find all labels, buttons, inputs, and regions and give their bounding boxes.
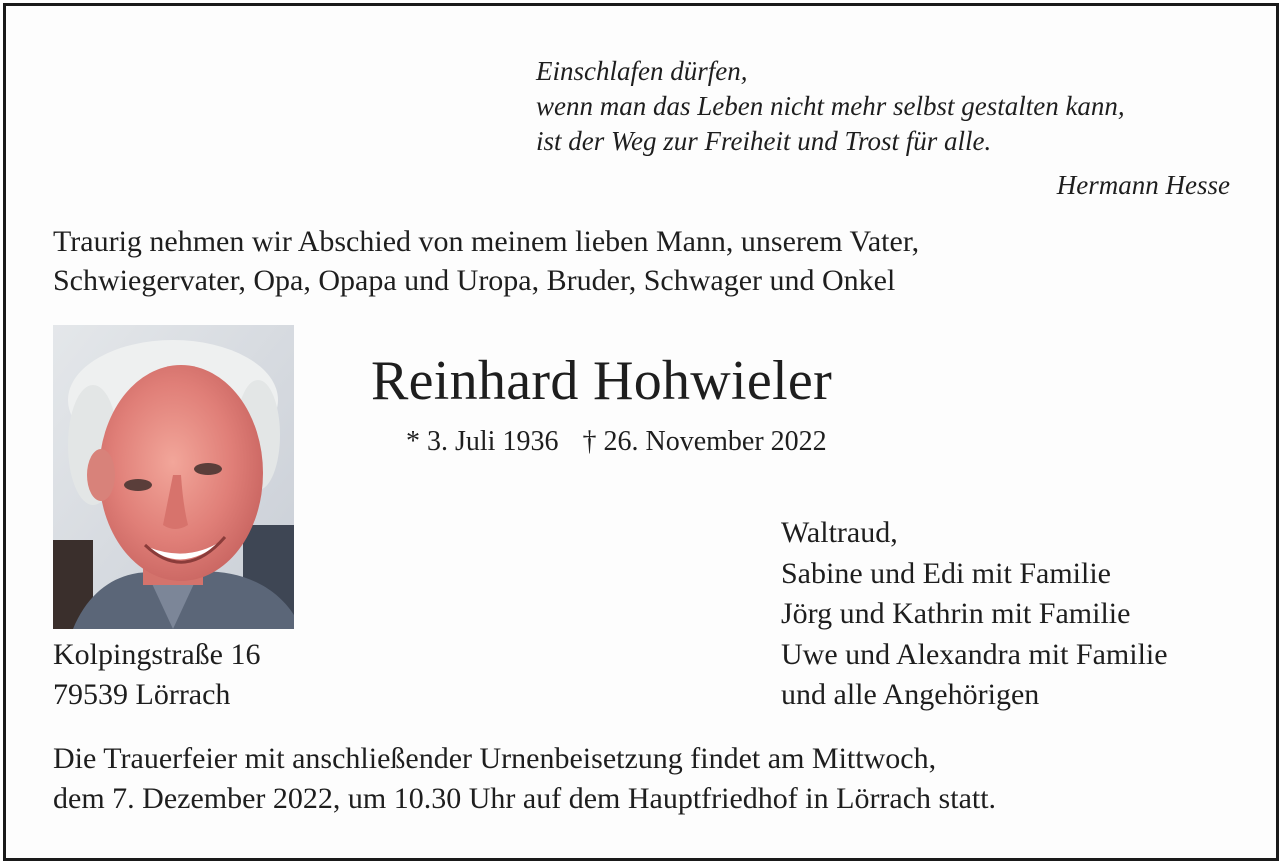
family-line: Sabine und Edi mit Familie xyxy=(781,556,1111,590)
death-date: † 26. November 2022 xyxy=(582,426,827,457)
mourner-address xyxy=(53,635,260,715)
funeral-line: Die Trauerfeier mit anschließender Urnenbeisetzung findet am Mittwoch, xyxy=(53,742,937,775)
address-line: 79539 Lörrach xyxy=(53,678,231,711)
family-line: Jörg und Kathrin mit Familie xyxy=(781,597,1131,630)
quote-author: Hermann Hesse xyxy=(1056,170,1230,200)
family-line: Uwe und Alexandra mit Familie xyxy=(781,637,1168,671)
intro-line: Schwiegervater, Opa, Opapa und Uropa, Bruder, Schwager und Onkel xyxy=(53,264,896,297)
deceased-name: Reinhard Hohwieler xyxy=(371,350,833,412)
address-line: Kolpingstraße 16 xyxy=(53,638,261,671)
portrait-photo xyxy=(53,325,294,629)
life-dates xyxy=(406,424,827,460)
intro-line: Traurig nehmen wir Abschied von meinem lieben Mann, unserem Vater, xyxy=(53,225,920,258)
family-signatures xyxy=(781,513,1168,716)
family-line: Waltraud, xyxy=(781,516,898,549)
family-line: und alle Angehörigen xyxy=(781,678,1040,711)
funeral-notice xyxy=(53,739,996,819)
quote-line: wenn man das Leben nicht mehr selbst gestalten kann, xyxy=(536,91,1125,121)
birth-date: * 3. Juli 1936 xyxy=(406,426,559,457)
hesse-quote xyxy=(536,54,1125,159)
quote-line: Einschlafen dürfen, xyxy=(536,56,748,86)
funeral-line: dem 7. Dezember 2022, um 10.30 Uhr auf dem Hauptfriedhof in Lörrach statt. xyxy=(53,782,997,815)
farewell-intro xyxy=(53,222,919,300)
quote-line: ist der Weg zur Freiheit und Trost für alle. xyxy=(536,126,992,156)
obituary-frame xyxy=(3,3,1279,861)
